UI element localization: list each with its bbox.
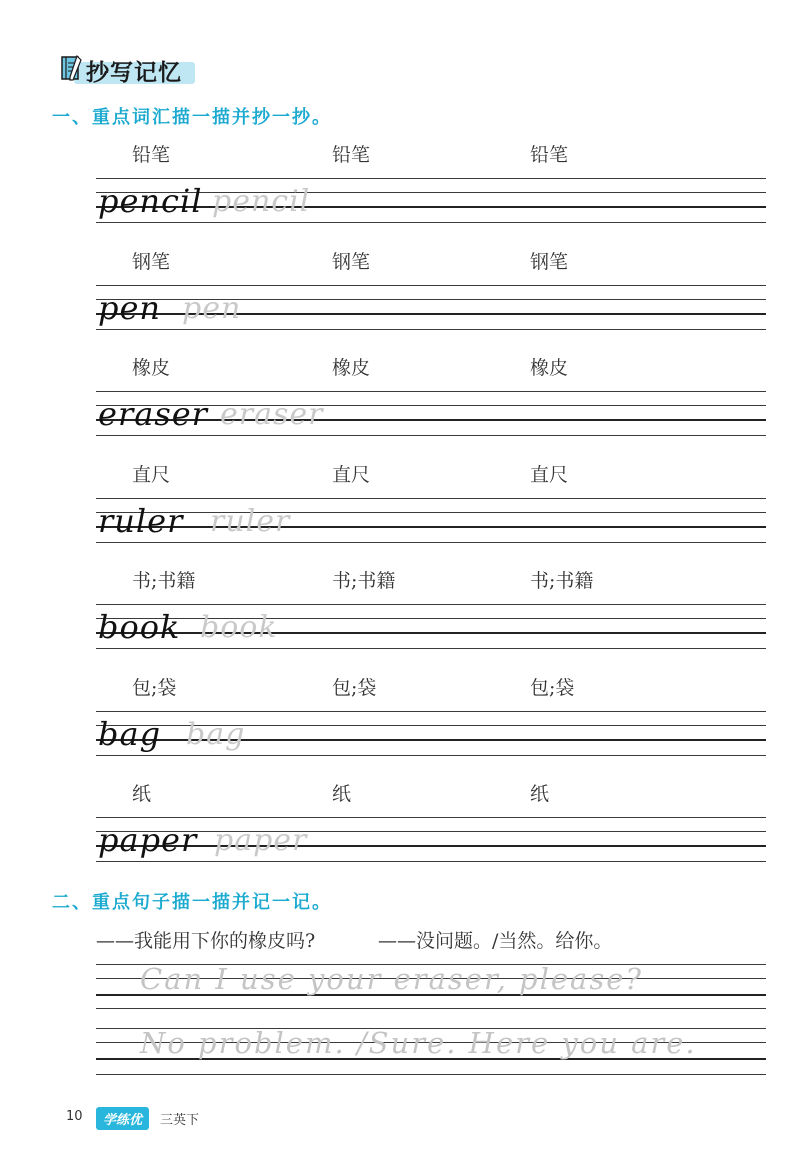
header-title: 抄写记忆 — [86, 60, 182, 86]
vocab-chinese-label: 钢笔 — [132, 250, 171, 273]
notebook-icon — [60, 54, 82, 82]
prompt-answer: ——没问题。/当然。给你。 — [378, 930, 613, 952]
sentence2-trace: No problem. /Sure. Here you are. — [140, 1026, 697, 1060]
vocab-chinese-label: 包;袋 — [132, 676, 177, 699]
section-header-badge — [60, 52, 195, 88]
vocab-chinese-label: 橡皮 — [530, 357, 569, 379]
vocab-chinese-label: 铅笔 — [332, 144, 371, 166]
vocab-example-word: ruler — [98, 501, 184, 540]
vocab-example-word: eraser — [98, 395, 208, 433]
vocab-chinese-label: 书;书籍 — [132, 570, 196, 592]
vocab-example-word: book — [98, 608, 181, 646]
vocab-chinese-label: 直尺 — [530, 463, 569, 486]
vocab-trace-word: paper — [214, 823, 308, 858]
vocab-chinese-label: 纸 — [332, 783, 352, 805]
vocab-chinese-label: 直尺 — [332, 463, 371, 486]
vocab-chinese-label: 橡皮 — [132, 357, 171, 379]
vocab-chinese-label: 书;书籍 — [332, 570, 396, 592]
vocab-chinese-label: 铅笔 — [530, 144, 569, 166]
vocab-trace-word: eraser — [220, 397, 324, 432]
vocab-example-word: paper — [98, 821, 198, 859]
vocab-ruled-lines — [96, 498, 766, 546]
page-number: 10 — [66, 1109, 83, 1124]
vocab-chinese-label: 包;袋 — [530, 676, 575, 699]
vocab-chinese-label: 铅笔 — [132, 144, 171, 166]
section2-title: 二、重点句子描一描并记一记。 — [52, 892, 332, 913]
vocab-chinese-label: 橡皮 — [332, 357, 371, 379]
sentence1-trace: Can I use your eraser, please? — [140, 962, 643, 996]
vocab-chinese-label: 钢笔 — [530, 250, 569, 273]
vocab-chinese-label: 书;书籍 — [530, 570, 594, 592]
vocab-chinese-label: 包;袋 — [332, 676, 377, 699]
vocab-chinese-label: 纸 — [132, 783, 152, 805]
grade-label: 三英下 — [160, 1113, 200, 1128]
vocab-example-word: pen — [98, 288, 162, 327]
vocab-trace-word: pencil — [212, 184, 311, 219]
vocab-example-word: pencil — [98, 182, 203, 220]
section1-title: 一、重点词汇描一描并抄一抄。 — [52, 107, 332, 128]
vocab-chinese-label: 直尺 — [132, 463, 171, 486]
vocab-trace-word: pen — [182, 290, 242, 326]
brand-badge: 学练优 — [96, 1107, 149, 1130]
vocab-trace-word: ruler — [210, 503, 291, 539]
vocab-ruled-lines — [96, 604, 766, 652]
vocab-example-word: bag — [98, 714, 162, 753]
vocab-trace-word: book — [200, 610, 278, 645]
vocab-trace-word: bag — [186, 716, 246, 752]
prompt-question: ——我能用下你的橡皮吗? — [96, 930, 316, 952]
vocab-chinese-label: 钢笔 — [332, 250, 371, 273]
vocab-chinese-label: 纸 — [530, 783, 550, 805]
